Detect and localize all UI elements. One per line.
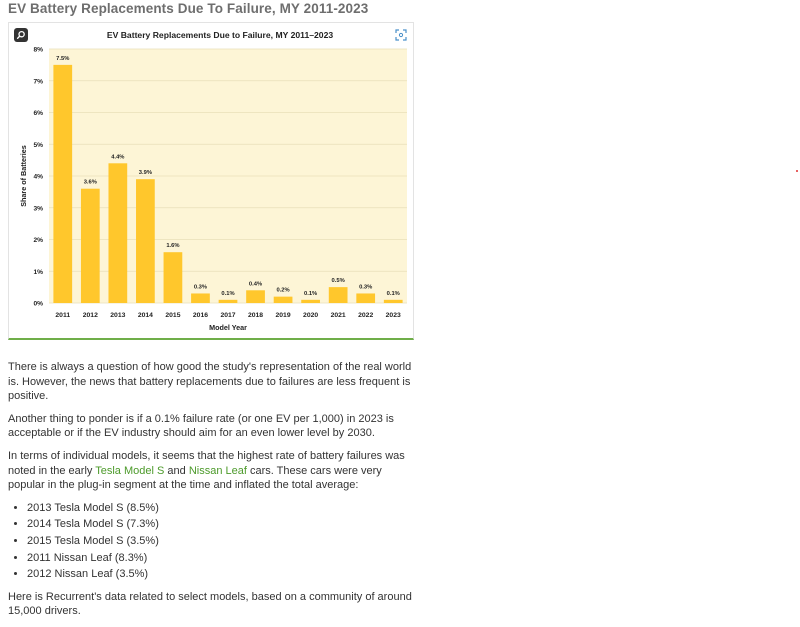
- y-tick-label: 0%: [33, 300, 43, 308]
- data-label: 3.9%: [138, 170, 152, 177]
- paragraph-1: There is always a question of how good the study's representation of the real world is. However, the news that battery replacements due to failures are less frequent is positive.: [8, 361, 412, 403]
- x-tick-label: 2013: [110, 312, 126, 319]
- x-tick-label: 2020: [303, 312, 319, 319]
- x-tick-label: 2022: [358, 312, 374, 319]
- list-item: • 2011 Nissan Leaf (8.3%): [27, 551, 414, 566]
- data-label: 0.2%: [276, 287, 290, 294]
- bar-2022: [356, 293, 375, 303]
- bar-2014: [136, 179, 155, 303]
- y-tick-label: 2%: [33, 237, 43, 245]
- bar-chart: [9, 23, 415, 339]
- paragraph-4: Here is Recurrent's data related to select models, based on a community of around 15,000 drivers.: [8, 590, 412, 618]
- paragraph-3-text-a: In terms of individual models, it seems that the highest rate of battery failures was noted in the early: [8, 449, 405, 477]
- y-tick-label: 8%: [33, 46, 43, 54]
- x-tick-label: 2021: [330, 312, 346, 319]
- bar-2019: [274, 297, 293, 303]
- data-label: 3.6%: [83, 179, 97, 186]
- article-body: [8, 360, 414, 627]
- paragraph-3-text-c: cars. These cars were very popular in the plug-in segment at the time and inflated the total average:: [8, 464, 382, 492]
- bar-2016: [191, 293, 210, 303]
- bar-2018: [246, 290, 265, 303]
- x-tick-label: 2019: [275, 312, 291, 319]
- x-tick-label: 2017: [220, 312, 236, 319]
- y-tick-label: 7%: [33, 78, 43, 86]
- bar-2011: [53, 65, 72, 303]
- list-item: • 2015 Tesla Model S (3.5%): [27, 534, 414, 549]
- list-item: • 2013 Tesla Model S (8.5%): [27, 501, 414, 516]
- y-axis-ticks: [33, 47, 43, 308]
- bar-2012: [81, 189, 100, 303]
- x-tick-label: 2018: [247, 312, 264, 319]
- data-label: 0.3%: [359, 284, 373, 291]
- y-tick-label: 6%: [33, 110, 43, 118]
- model-failure-list: [8, 501, 414, 582]
- y-tick-label: 3%: [33, 205, 43, 213]
- bar-2017: [219, 300, 238, 303]
- x-tick-label: 2016: [192, 312, 209, 319]
- list-item: • 2014 Tesla Model S (7.3%): [27, 517, 414, 532]
- data-label: 0.1%: [221, 290, 235, 297]
- stray-dot: [796, 170, 798, 172]
- data-label: 7.5%: [56, 55, 70, 62]
- x-tick-label: 2012: [82, 312, 98, 319]
- list-item: • 2012 Nissan Leaf (3.5%): [27, 567, 414, 582]
- data-label: 0.4%: [248, 281, 263, 288]
- y-tick-label: 5%: [33, 141, 43, 149]
- article-title: EV Battery Replacements Due To Failure, MY 2011-2023: [8, 1, 369, 16]
- data-label: 0.5%: [331, 278, 345, 285]
- data-label: 0.1%: [304, 290, 318, 297]
- data-label: 0.3%: [193, 284, 208, 291]
- bar-2020: [301, 300, 320, 303]
- x-axis-ticks: [55, 312, 401, 319]
- data-label: 1.6%: [166, 243, 180, 250]
- nissan-leaf-link[interactable]: Nissan Leaf: [188, 464, 247, 477]
- paragraph-2: Another thing to ponder is if a 0.1% failure rate (or one EV per 1,000) in 2023 is acceptable or if the EV industry should aim for an even lower level by 2030.: [8, 412, 394, 440]
- y-tick-label: 1%: [33, 268, 43, 276]
- chart-title: EV Battery Replacements Due to Failure, MY 2011–2023: [106, 30, 334, 40]
- data-label: 0.1%: [386, 290, 400, 297]
- x-axis-label: Model Year: [209, 323, 247, 332]
- x-tick-label: 2011: [55, 312, 71, 319]
- bar-2021: [329, 287, 348, 303]
- tesla-model-s-link[interactable]: Tesla Model S: [95, 464, 165, 477]
- chart-card: [8, 22, 414, 340]
- y-tick-label: 4%: [33, 173, 43, 181]
- bar-2013: [108, 163, 127, 303]
- x-tick-label: 2015: [165, 312, 181, 319]
- data-label: 4.4%: [111, 154, 125, 161]
- x-tick-label: 2023: [385, 312, 401, 319]
- x-tick-label: 2014: [137, 312, 153, 319]
- paragraph-3: [8, 449, 414, 493]
- paragraph-3-text-b: and: [164, 464, 189, 477]
- y-axis-label: Share of Batteries: [19, 145, 28, 207]
- bar-2015: [164, 252, 183, 303]
- bar-2023: [384, 300, 403, 303]
